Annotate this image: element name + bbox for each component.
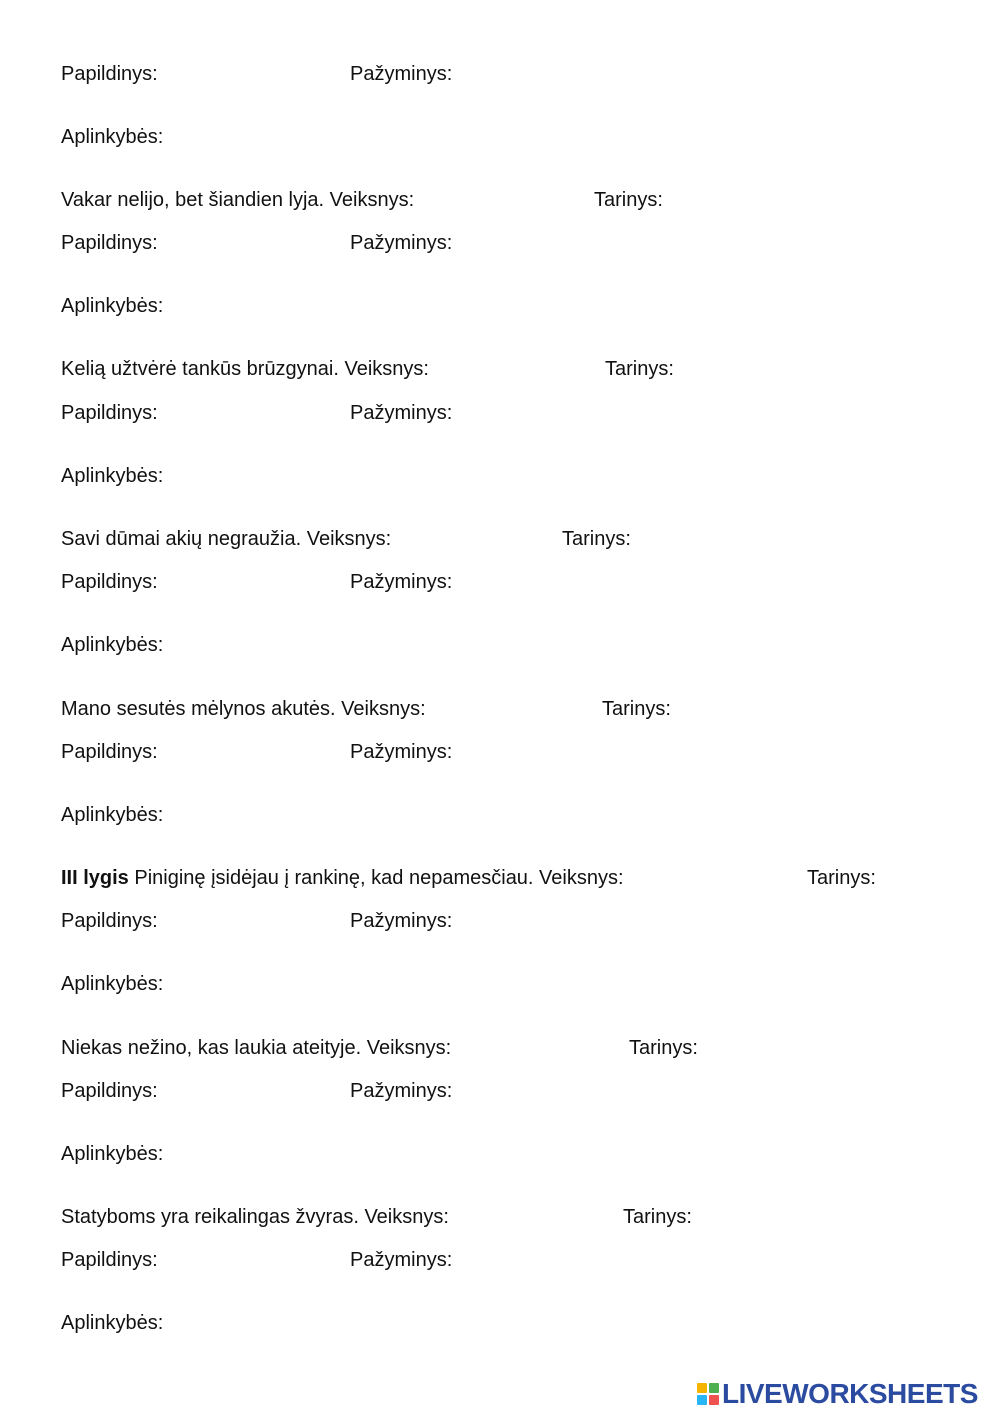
veiksnys-label: Veiksnys: — [306, 528, 392, 550]
answer-line-aplinkybes — [61, 294, 163, 318]
sentence-line — [61, 188, 663, 212]
answer-line-papildinys — [61, 231, 453, 255]
answer-line-aplinkybes — [61, 972, 163, 996]
answer-line-aplinkybes — [61, 803, 163, 827]
sentence-text: Kelią užtvėrė tankūs brūzgynai. — [61, 358, 345, 380]
answer-line-papildinys — [61, 1248, 453, 1272]
sentence-line — [61, 527, 631, 551]
aplinkybes-label: Aplinkybės: — [61, 465, 164, 487]
tarinys-label: Tarinys: — [594, 189, 663, 211]
answer-line-aplinkybes — [61, 1142, 163, 1166]
papildinys-label: Papildinys: — [61, 910, 158, 932]
answer-line-aplinkybes — [61, 464, 163, 488]
answer-line-papildinys — [61, 740, 453, 764]
papildinys-label: Papildinys: — [61, 1080, 158, 1102]
tarinys-label: Tarinys: — [623, 1206, 692, 1228]
sentence-line — [61, 697, 671, 721]
pazyminys-label: Pažyminys: — [350, 1080, 453, 1102]
tarinys-label: Tarinys: — [605, 358, 674, 380]
sentence-text: Statyboms yra reikalingas žvyras. — [61, 1206, 365, 1228]
veiksnys-label: Veiksnys: — [539, 867, 624, 889]
aplinkybes-label: Aplinkybės: — [61, 1143, 164, 1165]
aplinkybes-label: Aplinkybės: — [61, 634, 164, 656]
tarinys-label: Tarinys: — [562, 528, 631, 550]
sentence-text: Mano sesutės mėlynos akutės. — [61, 698, 342, 720]
pazyminys-label: Pažyminys: — [350, 741, 453, 763]
veiksnys-label: Veiksnys: — [364, 1206, 449, 1228]
answer-line-papildinys — [61, 62, 453, 86]
papildinys-label: Papildinys: — [61, 402, 158, 424]
aplinkybes-label: Aplinkybės: — [61, 126, 164, 148]
pazyminys-label: Pažyminys: — [350, 910, 453, 932]
aplinkybes-label: Aplinkybės: — [61, 1312, 164, 1334]
sentence-text: Savi dūmai akių negraužia. — [61, 528, 307, 550]
aplinkybes-label: Aplinkybės: — [61, 973, 164, 995]
answer-line-aplinkybes — [61, 633, 163, 657]
answer-line-papildinys — [61, 909, 453, 933]
sentence-text: Piniginę įsidėjau į rankinę, kad nepamesčiau. — [134, 867, 540, 889]
pazyminys-label: Pažyminys: — [350, 402, 453, 424]
veiksnys-label: Veiksnys: — [341, 698, 426, 720]
pazyminys-label: Pažyminys: — [350, 232, 453, 254]
tarinys-label: Tarinys: — [629, 1037, 698, 1059]
veiksnys-label: Veiksnys: — [344, 358, 429, 380]
pazyminys-label: Pažyminys: — [350, 1249, 453, 1271]
aplinkybes-label: Aplinkybės: — [61, 804, 164, 826]
sentence-text: Niekas nežino, kas laukia ateityje. — [61, 1037, 367, 1059]
veiksnys-label: Veiksnys: — [366, 1037, 452, 1059]
answer-line-papildinys — [61, 1079, 453, 1103]
tarinys-label: Tarinys: — [602, 698, 671, 720]
papildinys-label: Papildinys: — [61, 63, 158, 85]
pazyminys-label: Pažyminys: — [350, 63, 453, 85]
aplinkybes-label: Aplinkybės: — [61, 295, 164, 317]
answer-line-papildinys — [61, 570, 453, 594]
papildinys-label: Papildinys: — [61, 571, 158, 593]
sentence-text: Vakar nelijo, bet šiandien lyja. — [61, 189, 330, 211]
sentence-line — [61, 357, 674, 381]
papildinys-label: Papildinys: — [61, 232, 158, 254]
papildinys-label: Papildinys: — [61, 741, 158, 763]
papildinys-label: Papildinys: — [61, 1249, 158, 1271]
logo-text: LIVEWORKSHEETS — [722, 1378, 978, 1409]
liveworksheets-logo[interactable] — [697, 1378, 978, 1410]
sentence-line — [61, 866, 876, 890]
answer-line-aplinkybes — [61, 1311, 163, 1335]
sentence-line — [61, 1036, 698, 1060]
answer-line-papildinys — [61, 401, 453, 425]
level-heading: III lygis — [61, 867, 135, 889]
liveworksheets-logo-icon — [697, 1383, 719, 1405]
pazyminys-label: Pažyminys: — [350, 571, 453, 593]
sentence-line — [61, 1205, 692, 1229]
tarinys-label: Tarinys: — [807, 867, 876, 889]
answer-line-aplinkybes — [61, 125, 163, 149]
veiksnys-label: Veiksnys: — [329, 189, 415, 211]
